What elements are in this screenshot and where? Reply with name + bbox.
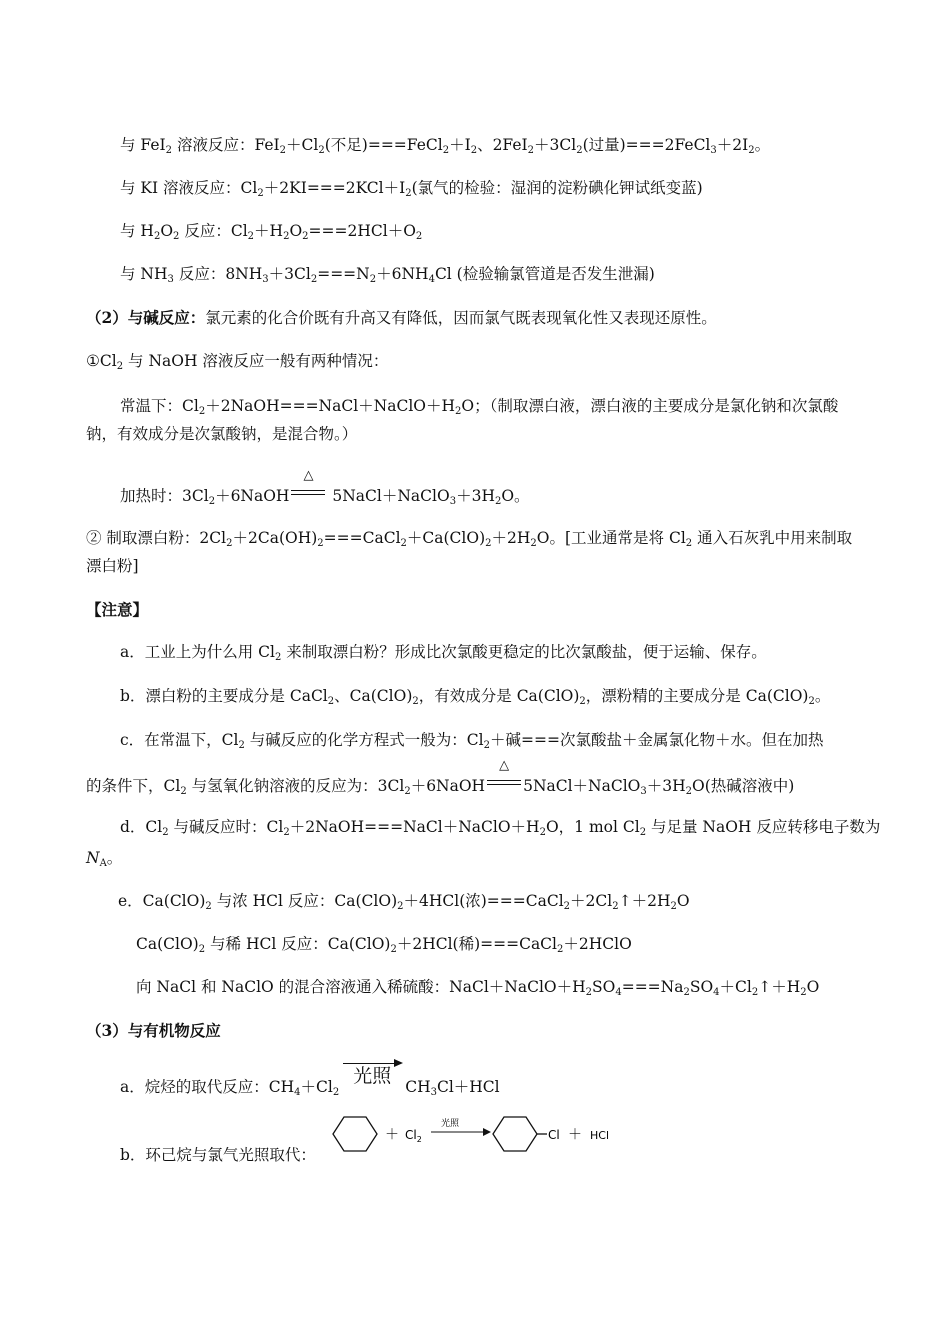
note-heading: 【注意】 — [86, 600, 149, 619]
plus-sign: ＋ — [568, 1127, 582, 1143]
hcl-product: HCl — [590, 1129, 610, 1142]
chlorine-reactant: $Cl_2$ — [405, 1128, 422, 1144]
cyclohexane-ring — [333, 1117, 377, 1151]
reaction-nh3: 与 $NH_3$ 反应：$8NH_3+3Cl_2===N_2+6NH_4Cl$ (检验输氯管道是否发生泄漏) — [120, 265, 655, 285]
chlorine-substituent: Cl — [548, 1128, 560, 1142]
light-condition-label: 光照 — [441, 1119, 460, 1129]
note-c-continued: 的条件下，$Cl_2$ 与氢氧化钠溶液的反应为：$3Cl_2+6NaOH$ △ $5NaCl+NaClO_3+3H_2O$(热碱溶液中) — [86, 758, 795, 797]
note-e-sulfuric: 向 NaCl 和 NaClO 的混合溶液通入稀硫酸：$NaCl+NaClO+H_2SO_4===Na_2SO_4+Cl_2↑+H_2O$ — [136, 978, 820, 998]
cyclohexane-substitution: b．环己烷与氯气光照取代： — [120, 1146, 316, 1164]
note-e: e．$Ca(ClO)_2$ 与浓 HCl 反应：$Ca(ClO)_2+4HCl$(浓)$===CaCl_2+2Cl_2↑+2H_2O$ — [118, 892, 690, 912]
note-c: c．在常温下，$Cl_2$ 与碱反应的化学方程式一般为：$Cl_2+$碱===次氯酸盐＋金属氯化物＋水。但在加热 — [120, 731, 824, 751]
note-a: a．工业上为什么用 $Cl_2$ 来制取漂白粉？形成比次氯酸更稳定的比次氯酸盐，便于运输、保存。 — [120, 643, 767, 663]
naoh-cases: $①Cl_2$ 与 NaOH 溶液反应一般有两种情况： — [86, 352, 389, 372]
section-organic: （3）与有机物反应 — [86, 1021, 221, 1040]
section-heading: （2）与碱反应： — [86, 308, 206, 327]
note-b: b．漂白粉的主要成分是 CaCl$_2$、$Ca(ClO)_2$，有效成分是 $Ca(ClO)_2$，漂粉精的主要成分是 $Ca(ClO)_2$。 — [120, 687, 831, 707]
reaction-fei2: 与 FeI$_2$ 溶液反应：$FeI_2+Cl_2$(不足)$===FeCl_2+I_2$、$2FeI_2+3Cl_2$(过量)$===2FeCl_3+2I_2$。 — [120, 136, 771, 156]
note-d: d．$Cl_2$ 与碱反应时：$Cl_2+2NaOH===NaCl+NaClO+H_2O$，1 mol $Cl_2$ 与足量 NaOH 反应转移电子数为 — [120, 818, 881, 838]
light-condition-arrow: 光照 — [343, 1074, 401, 1094]
heating-reaction: 加热时：$3Cl_2+6NaOH$ △ $5NaCl+NaClO_3+3H_2O$。 — [120, 468, 530, 507]
bleaching-powder: ② 制取漂白粉：$2Cl_2+2Ca(OH)_2===CaCl_2+Ca(ClO)_2+2H_2O$。[工业通常是将 $Cl_2$ 通入石灰乳中用来制取漂白粉] — [86, 529, 853, 575]
reaction-h2o2: 与 $H_2O_2$ 反应：$Cl_2+H_2O_2===2HCl+O_2$ — [120, 222, 423, 242]
plus-sign: ＋ — [385, 1127, 399, 1143]
room-temp-reaction: 常温下：$Cl_2+2NaOH===NaCl+NaClO+H_2O$；（制取漂白液，漂白液的主要成分是氯化钠和次氯酸钠，有效成分是次氯酸钠，是混合物。） — [86, 397, 839, 443]
note-e-dilute-hcl: $Ca(ClO)_2$ 与稀 HCl 反应：$Ca(ClO)_2+2HCl$(稀)===CaCl$_2$＋2HClO — [136, 935, 632, 955]
note-d-continued: $N_A$。 — [86, 849, 123, 869]
heat-condition-sign: △ — [487, 773, 521, 793]
cyclohexane-reaction-scheme — [325, 1110, 625, 1160]
chlorocyclohexane-ring — [493, 1117, 537, 1151]
section-base-reaction: （2）与碱反应：氯元素的化合价既有升高又有降低，因而氯气既表现氧化性又表现还原性。 — [86, 308, 717, 327]
alkane-substitution: a．烷烃的取代反应：$CH_4+Cl_2$ 光照 $CH_3Cl+HCl$ — [120, 1074, 500, 1097]
reaction-arrow-head — [483, 1128, 491, 1136]
reaction-ki: 与 KI 溶液反应：$Cl_2+2KI===2KCl+I_2$(氯气的检验：湿润的淀粉碘化钾试纸变蓝) — [120, 179, 703, 199]
heat-condition-sign: △ — [291, 483, 325, 503]
